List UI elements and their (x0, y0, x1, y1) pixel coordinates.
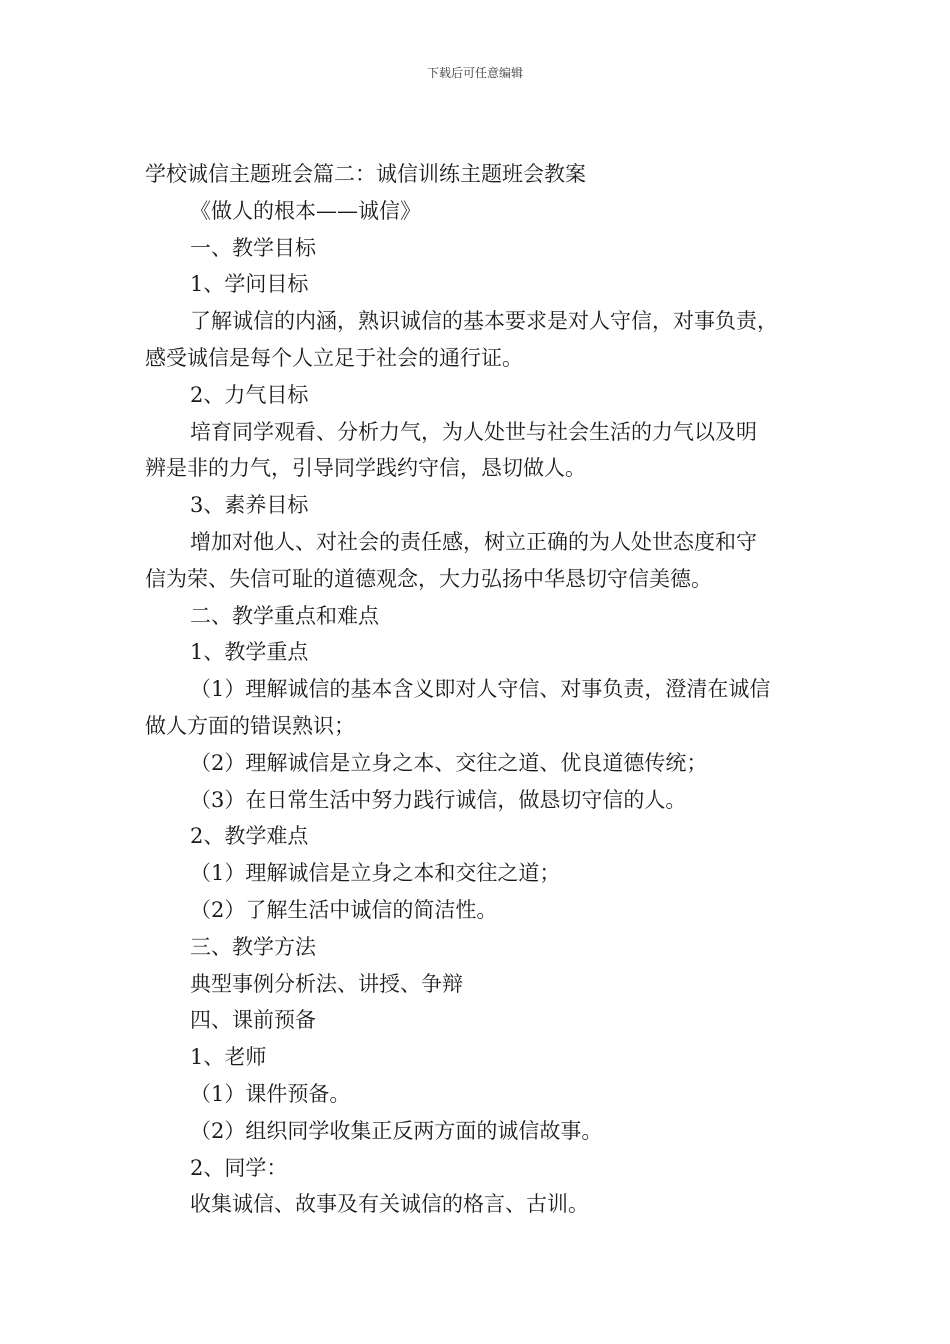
paragraph-line: 做人方面的错误熟识； (145, 713, 355, 738)
section-heading: 一、教学目标 (190, 235, 316, 260)
list-item: （3）在日常生活中努力践行诚信，做恳切守信的人。 (190, 787, 687, 812)
paragraph-line: 收集诚信、故事及有关诚信的格言、古训。 (190, 1192, 589, 1217)
paragraph-line: （1）理解诚信的基本含义即对人守信、对事负责，澄清在诚信 (190, 677, 771, 702)
list-item: （2）理解诚信是立身之本、交往之道、优良道德传统； (190, 750, 708, 775)
list-item: （1）理解诚信是立身之本和交往之道； (190, 861, 561, 886)
paragraph (145, 303, 810, 377)
subsection-heading: 2、教学难点 (190, 824, 309, 849)
paragraph (145, 524, 810, 598)
paragraph (145, 414, 810, 488)
list-item: （2）组织同学收集正反两方面的诚信故事。 (190, 1118, 603, 1143)
subsection-heading: 3、素养目标 (190, 493, 309, 518)
page-header-note: 下载后可任意编辑 (426, 66, 523, 80)
paragraph-line: 培育同学观看、分析力气，为人处世与社会生活的力气以及明 (190, 419, 757, 444)
paragraph (145, 671, 810, 745)
list-item: （1）课件预备。 (190, 1081, 351, 1106)
document-body (145, 156, 810, 1223)
lesson-subtitle: 《做人的根本——诚信》 (190, 198, 421, 223)
paragraph-line: 增加对他人、对社会的责任感，树立正确的为人处世态度和守 (190, 529, 757, 554)
subsection-heading: 1、教学重点 (190, 640, 309, 665)
paragraph-line: 感受诚信是每个人立足于社会的通行证。 (145, 345, 523, 370)
subsection-heading: 1、学问目标 (190, 272, 309, 297)
section-heading: 四、课前预备 (190, 1008, 316, 1033)
section-heading: 三、教学方法 (190, 934, 316, 959)
document-title: 学校诚信主题班会篇二：诚信训练主题班会教案 (145, 162, 586, 186)
section-heading: 二、教学重点和难点 (190, 603, 379, 628)
subsection-heading: 1、老师 (190, 1045, 267, 1070)
subsection-heading: 2、力气目标 (190, 382, 309, 407)
list-item: （2）了解生活中诚信的简洁性。 (190, 897, 498, 922)
paragraph-line: 辨是非的力气，引导同学践约守信，恳切做人。 (145, 456, 586, 481)
subsection-heading: 2、同学： (190, 1155, 288, 1180)
paragraph-line: 了解诚信的内涵，熟识诚信的基本要求是对人守信，对事负责， (190, 309, 778, 334)
paragraph-line: 典型事例分析法、讲授、争辩 (190, 971, 463, 996)
paragraph-line: 信为荣、失信可耻的道德观念，大力弘扬中华恳切守信美德。 (145, 566, 712, 591)
